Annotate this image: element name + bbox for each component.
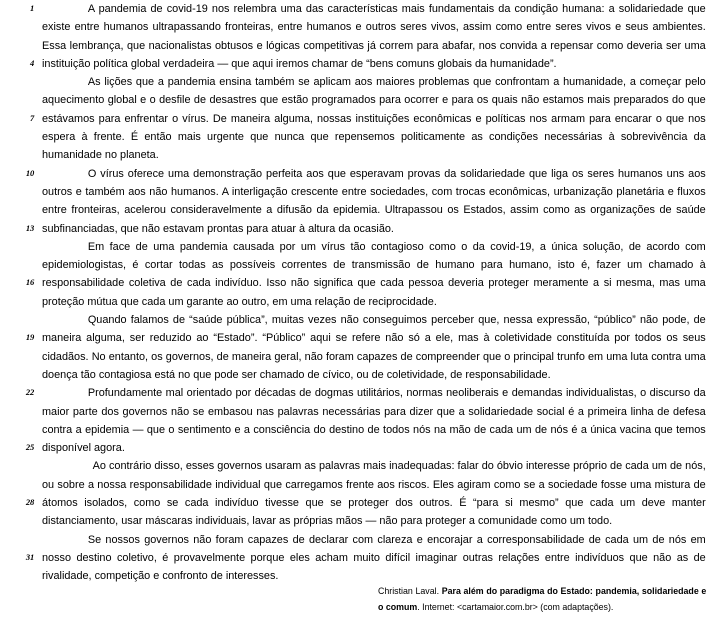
line-number: 7 bbox=[29, 113, 34, 123]
paragraph-8 bbox=[42, 531, 706, 586]
source-credit: Christian Laval. Para além do paradigma do Estado: pandemia, solidariedade e o comum. Internet: <cartamaior.com.br> (com adaptações). bbox=[378, 586, 707, 612]
credit-note: (com adaptações). bbox=[540, 601, 614, 612]
line-number: 13 bbox=[25, 223, 34, 233]
line-number: 25 bbox=[25, 442, 34, 452]
line-number: 22 bbox=[25, 387, 34, 397]
paragraph-text: Ao contrário disso, esses governos usaram as palavras mais inadequadas: falar do óbvio interesse próprio de cada um de nós, ou sobre a nossa responsabilidade individual que carregamos frente aos riscos. Eles agiram como se a sociedade fosse uma mistura de átomos isolados, como se cada indivíduo tivesse que se proteger dos outros. É “para si mesmo” que cada um deve manter distanciamento, usar máscaras individuais, lavar as próprias mãos — não para proteger a comunidade como um todo. bbox=[42, 460, 706, 528]
line-number: 4 bbox=[29, 58, 34, 68]
paragraph-4 bbox=[42, 238, 706, 311]
paragraph-text: As lições que a pandemia ensina também se aplicam aos maiores problemas que confrontam a humanidade, a começar pelo aquecimento global e o desfile de desastres que estão programados para ocorrer e para os quais não estamos mais preparados do que estávamos para enfrentar o vírus. De maneira alguma, nossas instituições econômicas e políticas nos armam para encarar o que nos espera à frente. É então mais urgente que nunca que repensemos politicamente as condições necessárias à sobrevivência da humanidade no planeta. bbox=[42, 76, 706, 162]
paragraph-text: Quando falamos de “saúde pública”, muitas vezes não conseguimos perceber que, nessa expressão, “público” não pode, de maneira alguma, ser reduzido ao “Estado”. “Público” aqui se refere não só a ele, mas à coletividade constituída por todos os seus cidadãos. No entanto, os governos, de maneira geral, não foram capazes de compreender que o principal trunfo em uma luta contra uma doença tão contagiosa está no que pode ser chamado de cívico, ou de coletividade, de responsabilidade. bbox=[42, 314, 706, 381]
paragraph-6 bbox=[42, 384, 706, 457]
credit-author: Christian Laval. bbox=[378, 586, 440, 596]
paragraph-1 bbox=[42, 0, 706, 73]
credit-work-title: Para além do paradigma do Estado: pandemia, solidariedade e o comum bbox=[378, 586, 707, 612]
paragraph-3 bbox=[42, 165, 706, 238]
paragraph-text: Se nossos governos não foram capazes de declarar com clareza e encorajar a corresponsabilidade de cada um de nós em nosso destino coletivo, é provavelmente porque eles acham muito difícil imaginar outras relações entre indivíduos que não as de rivalidade, competição e confronto de interesses. bbox=[42, 533, 706, 583]
body-text-column bbox=[42, 0, 706, 586]
credit-source-label: Internet: bbox=[422, 601, 455, 612]
line-number-gutter bbox=[0, 0, 34, 626]
paragraph-text: A pandemia de covid-19 nos relembra uma das características mais fundamentais da condição humana: a solidariedade que existe entre humanos ultrapassando fronteiras, entre humanos e outros seres vivos, assim como entre seres vivos e seus ambientes. Essa lembrança, que nacionalistas obtusos e lógicas competitivas já correm para abafar, nos convida a repensar como deveria ser uma instituição política global verdadeira — que aqui iremos chamar de “bens comuns globais da humanidade”. bbox=[42, 3, 706, 70]
line-number: 28 bbox=[25, 497, 34, 507]
line-number: 1 bbox=[29, 3, 34, 13]
line-number: 19 bbox=[25, 332, 34, 342]
line-number: 10 bbox=[25, 168, 34, 178]
paragraph-5 bbox=[42, 311, 706, 384]
paragraph-text: Profundamente mal orientado por décadas de dogmas utilitários, normas neoliberais e demandas individualistas, o discurso da maior parte dos governos não se embasou nas palavras necessárias para dizer que a solidariedade social é a primeira linha de defesa contra a epidemia — que o sentimento e a consciência do destino de todos nós na mão de cada um de nós é a única vacina que temos disponível agora. bbox=[42, 387, 706, 455]
paragraph-text: O vírus oferece uma demonstração perfeita aos que esperavam provas da solidariedade que liga os seres humanos uns aos outros e também aos não humanos. A interligação crescente entre sociedades, com trocas econômicas, urbanização planetária e fluxos entre fronteiras, acelerou consideravelmente a difusão da epidemia. Ultrapassou os Estados, assim como as organizações de saúde subfinanciadas, que não estavam prontas para atuar à altura da ocasião. bbox=[42, 167, 706, 235]
paragraph-2 bbox=[42, 73, 706, 164]
paragraph-text: Em face de uma pandemia causada por um vírus tão contagioso como o da covid-19, a única solução, de acordo com epidemiologistas, é cortar todas as possíveis correntes de transmissão de humano para humano, isto é, fazer um chamado à responsabilidade coletiva de cada indivíduo. Isso não significa que cada pessoa deveria proteger meramente a si mesma, mas uma proteção mútua que cada um garante ao outro, em uma relação de reciprocidade. bbox=[42, 240, 706, 308]
line-number: 16 bbox=[25, 277, 34, 287]
paragraph-7 bbox=[42, 457, 706, 530]
line-number: 31 bbox=[25, 552, 34, 562]
credit-source-url: <cartamaior.com.br> bbox=[456, 601, 538, 612]
